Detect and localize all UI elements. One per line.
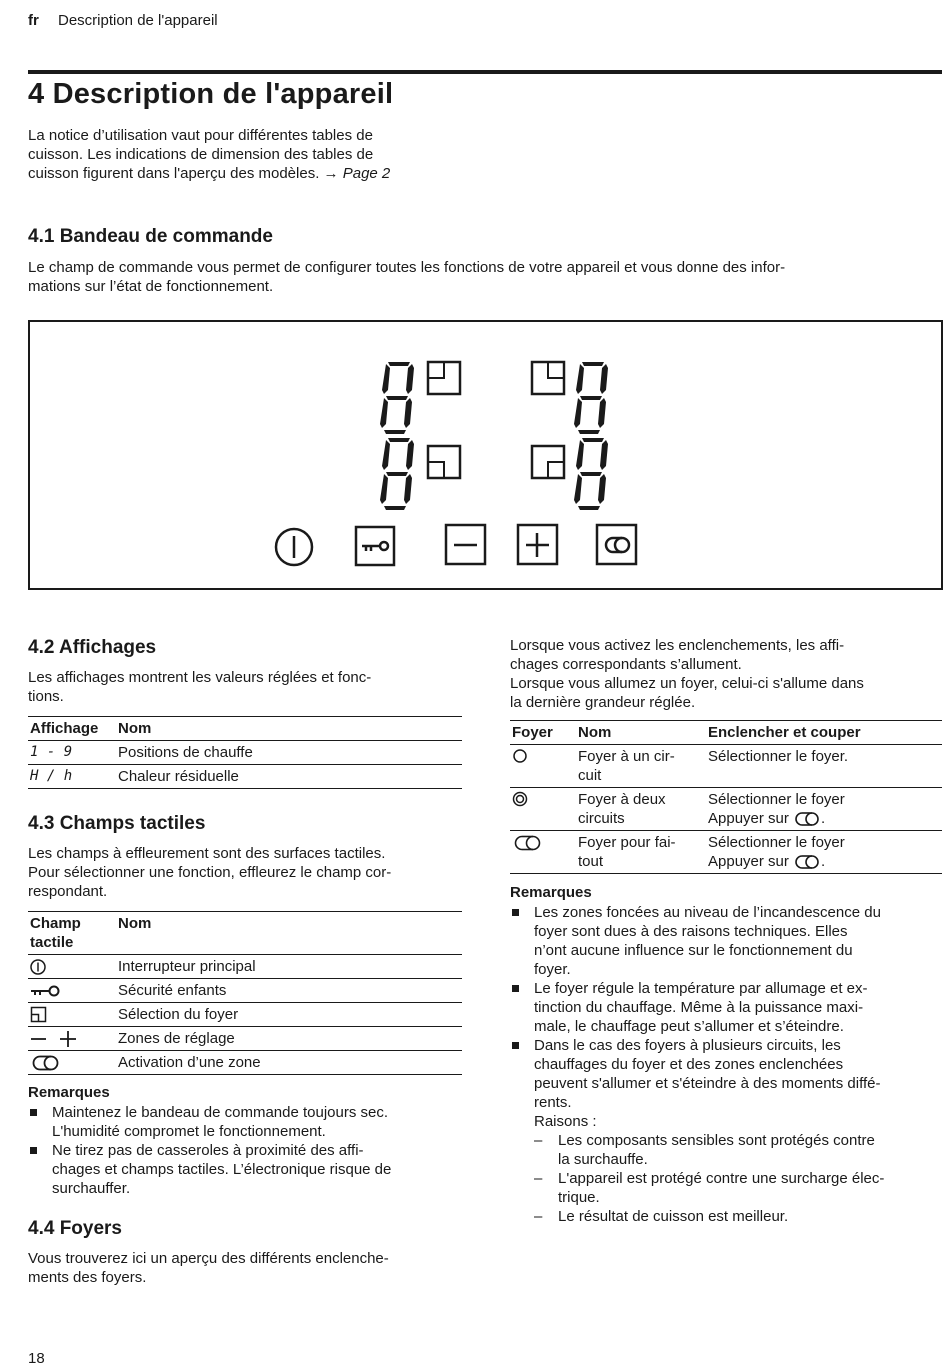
extended-zone-icon [512,834,544,852]
child-lock-icon [356,527,394,565]
remarks-title: Remarques [28,1084,110,1101]
minus-plus-icon [30,1030,80,1048]
section-4-2-heading: 4.2 Affichages [28,637,157,658]
intro-paragraph [28,126,488,183]
column-header: Nom [578,724,612,741]
display-symbol: H / h [30,768,73,784]
list-item: – Le résultat de cuisson est meilleur. [534,1207,945,1226]
page-reference-link[interactable]: Page 2 [342,165,391,182]
touch-fields-table [28,911,462,1075]
list-item: Les zones foncées au niveau de l’incandescence du foyer sont dues à des raisons techniques. Elles n’ont aucune influence sur le fonctionnement du foyer. [510,903,945,979]
power-icon [276,529,312,565]
language-label: fr [28,12,39,29]
column-header: Champ tactile [30,915,81,951]
touch-field-name: Interrupteur principal [118,958,256,975]
text-line: Le champ de commande vous permet de configurer toutes les fonctions de votre appareil et vous donne des infor- [28,259,786,276]
remarks-list-left [28,1103,468,1198]
list-item: Le foyer régule la température par allumage et ex- tinction du chauffage. Même à la puissance maxi- male, le chauffage peut s’allumer et s’éteindre. [510,979,945,1036]
table-row: Foyer à deux circuits Sélectionner le foyer Appuyer sur . [510,788,942,831]
column-header: Affichage [30,720,99,737]
text-line: Vous trouverez ici un aperçu des différents enclenche- [28,1250,389,1267]
control-panel-illustration [28,320,943,590]
table-row [28,979,462,1003]
display-top-right [532,362,608,434]
touch-field-name: Sélection du foyer [118,1006,239,1024]
zone-select-icon [30,1006,48,1024]
list-item: – L'appareil est protégé contre une surcharge élec- trique. [534,1169,945,1207]
text-line: Lorsque vous allumez un foyer, celui-ci s'allume dans [510,675,864,692]
touch-field-name: Activation d’une zone [118,1054,261,1072]
plus-icon [518,525,557,564]
table-row [28,1027,462,1051]
table-row [28,765,462,789]
table-row: Foyer à un cir- cuit Sélectionner le foyer. [510,745,942,788]
text-line: Lorsque vous activez les enclenchements, les affi- [510,637,845,654]
zone-activation-icon [793,811,821,827]
key-icon [30,982,62,1000]
minus-icon [446,525,485,564]
display-name: Positions de chauffe [118,744,253,761]
touch-field-name: Sécurité enfants [118,982,227,1000]
display-top-left [380,362,460,434]
single-circuit-icon [512,748,530,766]
zone-activation-icon [30,1054,62,1072]
intro-line: La notice d’utilisation vaut pour différentes tables de [28,127,373,144]
display-bottom-right [532,438,608,510]
column-header: Nom [118,915,152,932]
display-bottom-left [380,438,460,510]
intro-line: cuisson. Les indications de dimension des tables de [28,146,374,163]
display-name: Chaleur résiduelle [118,768,239,785]
right-intro-text [510,636,942,712]
list-item: Dans le cas des foyers à plusieurs circuits, les chauffages du foyer et des zones enclenchées peuvent s'allumer et s'éteindre à des moments diffé- rents. Raisons : – Les composants sensibles sont protégés contre la surchauffe. – L'appareil est protégé contre une surcharge élec- trique. – Le résultat de cuisson est meilleur. [510,1036,945,1226]
cooking-zones-table [510,720,942,874]
remarks-list-right [510,903,945,1226]
text-line: la dernière grandeur réglée. [510,694,696,711]
text-line: Les affichages montrent les valeurs réglées et fonc- [28,669,372,686]
table-row [28,1003,462,1027]
touch-field-name: Zones de réglage [118,1030,235,1048]
text-line: Pour sélectionner une fonction, effleurez le champ cor- [28,864,392,881]
double-circuit-icon [512,791,530,809]
list-item: Maintenez le bandeau de commande toujours sec. L'humidité compromet le fonctionnement. [28,1103,468,1141]
section-4-3-text [28,844,462,901]
zone-activation-icon [597,525,636,564]
column-header: Enclencher et couper [708,724,861,741]
text-line: ments des foyers. [28,1269,147,1286]
displays-table [28,716,462,789]
text-line: chages correspondants s’allument. [510,656,742,673]
reasons-label: Raisons : [534,1113,597,1130]
list-item: – Les composants sensibles sont protégés contre la surchauffe. [534,1131,945,1169]
display-symbol: 1 - 9 [30,744,73,760]
table-row: Foyer pour fai- tout Sélectionner le foyer Appuyer sur . [510,831,942,874]
table-row [28,741,462,765]
header-rule [28,70,942,74]
intro-line: cuisson figurent dans l'aperçu des modèles. → Page 2 [28,165,391,182]
section-4-1-heading: 4.1 Bandeau de commande [28,226,273,247]
text-line: respondant. [28,883,108,900]
list-item: Ne tirez pas de casseroles à proximité des affi- chages et champs tactiles. L’électronique risque de surchauffer. [28,1141,468,1198]
reasons-list [534,1131,945,1226]
zone-activation-icon [793,854,821,870]
text-line: tions. [28,688,64,705]
section-4-2-text [28,668,462,706]
column-header: Foyer [512,724,553,741]
remarks-title: Remarques [510,884,592,901]
table-row [28,1051,462,1075]
text-line: Les champs à effleurement sont des surfaces tactiles. [28,845,386,862]
column-header: Nom [118,720,152,737]
text-line: mations sur l’état de fonctionnement. [28,278,274,295]
table-row [28,955,462,979]
section-4-4-heading: 4.4 Foyers [28,1218,122,1239]
section-4-3-heading: 4.3 Champs tactiles [28,813,206,834]
section-4-4-text [28,1249,462,1287]
page-title: 4 Description de l'appareil [28,78,394,110]
running-header: Description de l'appareil [58,12,218,29]
section-4-1-text [28,258,942,296]
page-number: 18 [28,1350,45,1367]
power-icon [30,958,48,976]
